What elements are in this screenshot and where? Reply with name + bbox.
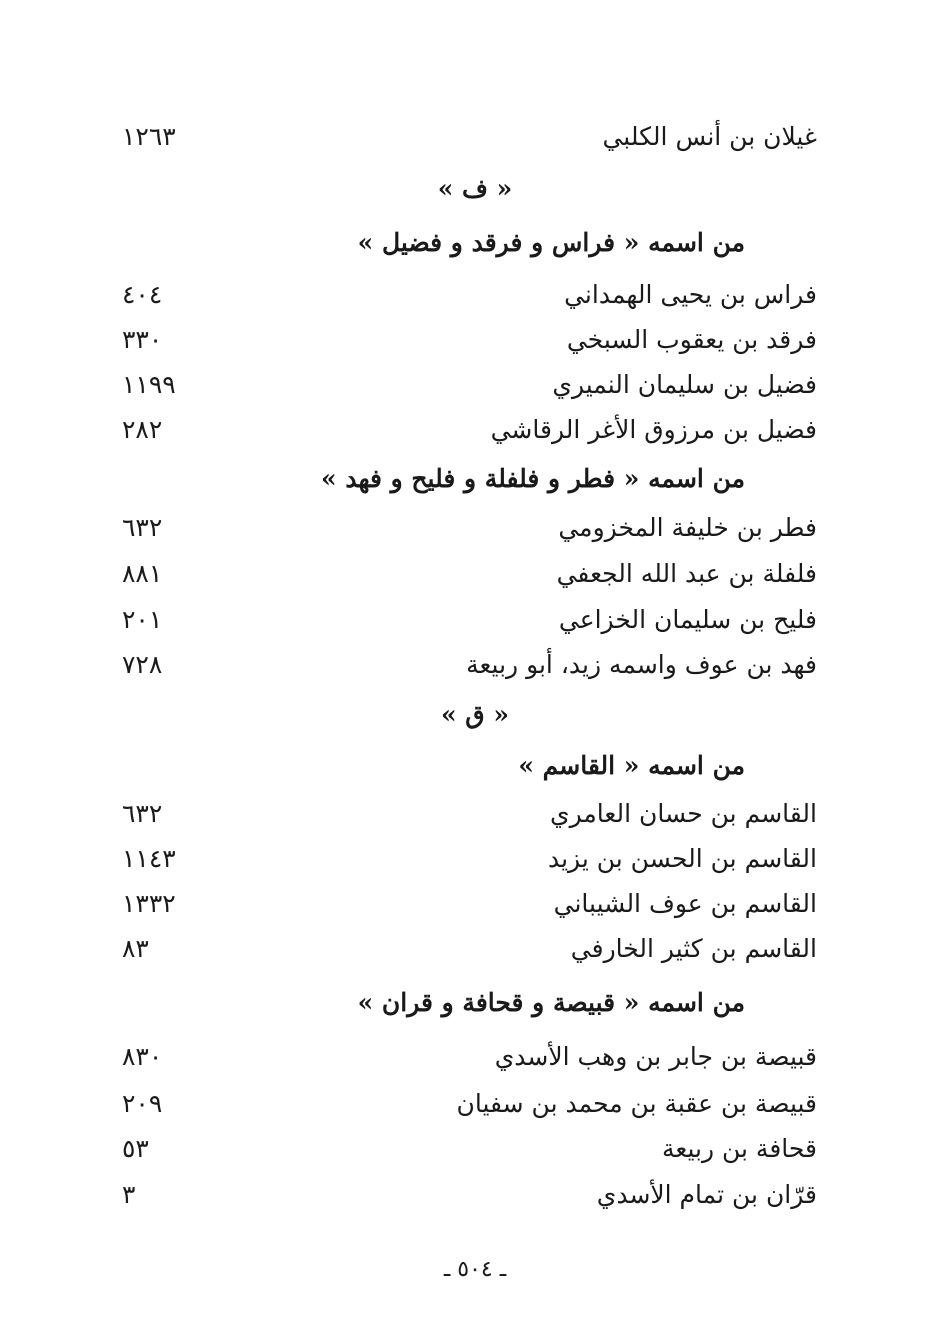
entry-number: ٥٣ — [122, 1134, 149, 1163]
page-number: ـ ٥٠٤ ـ — [443, 1257, 507, 1282]
index-entry — [0, 114, 950, 160]
index-entry — [0, 642, 950, 688]
entry-name: غيلان بن أنس الكلبي — [602, 122, 817, 151]
entry-name: القاسم بن حسان العامري — [550, 799, 817, 828]
entry-number: ٨٣ — [122, 934, 149, 963]
entry-name: قبيصة بن عقبة بن محمد بن سفيان — [456, 1089, 817, 1118]
entry-name: القاسم بن كثير الخارفي — [570, 934, 817, 963]
entry-name: فهد بن عوف واسمه زيد، أبو ربيعة — [466, 650, 817, 679]
entry-name: القاسم بن الحسن بن يزيد — [547, 844, 817, 873]
entry-name: قرّان بن تمام الأسدي — [596, 1180, 817, 1209]
entry-number: ٣٣٠ — [122, 325, 163, 354]
entry-number: ٢٨٢ — [122, 415, 163, 444]
index-entry — [0, 1081, 950, 1127]
section-heading: من اسمه « فطر و فلفلة و فليح و فهد » — [321, 464, 745, 493]
entry-name: فطر بن خليفة المخزومي — [558, 513, 817, 542]
entry-number: ١٣٣٢ — [122, 889, 176, 918]
index-entry — [0, 272, 950, 318]
index-entry — [0, 926, 950, 972]
entry-number: ٨٣٠ — [122, 1042, 163, 1071]
index-entry — [0, 1126, 950, 1172]
entry-name: قحافة بن ربيعة — [662, 1134, 817, 1163]
section-heading: من اسمه « فراس و فرقد و فضيل » — [357, 228, 745, 257]
entry-number: ٧٢٨ — [122, 650, 163, 679]
entry-name: فلفلة بن عبد الله الجعفي — [556, 559, 817, 588]
entry-number: ٦٣٢ — [122, 799, 163, 828]
entry-number: ٤٠٤ — [122, 280, 163, 309]
entry-name: فضيل بن سليمان النميري — [552, 370, 817, 399]
entry-number: ٢٠٩ — [122, 1089, 163, 1118]
index-entry — [0, 317, 950, 363]
entry-name: القاسم بن عوف الشيباني — [553, 889, 817, 918]
entry-name: فليح بن سليمان الخزاعي — [558, 605, 817, 634]
index-entry — [0, 407, 950, 453]
index-entry — [0, 1034, 950, 1080]
index-entry — [0, 505, 950, 551]
section-heading: من اسمه « القاسم » — [518, 751, 745, 780]
letter-heading-qaf: « ق » — [440, 700, 510, 729]
entry-number: ٣ — [122, 1180, 136, 1209]
entry-number: ٢٠١ — [122, 605, 163, 634]
index-entry — [0, 791, 950, 837]
index-entry — [0, 881, 950, 927]
entry-number: ٦٣٢ — [122, 513, 163, 542]
entry-name: فضيل بن مرزوق الأغر الرقاشي — [490, 415, 817, 444]
index-entry — [0, 1172, 950, 1218]
index-entry — [0, 551, 950, 597]
entry-name: فراس بن يحيى الهمداني — [564, 280, 817, 309]
entry-number: ١٢٦٣ — [122, 122, 176, 151]
entry-number: ١١٤٣ — [122, 844, 176, 873]
entry-name: قبيصة بن جابر بن وهب الأسدي — [494, 1042, 817, 1071]
entry-number: ١١٩٩ — [122, 370, 176, 399]
index-entry — [0, 597, 950, 643]
index-entry — [0, 362, 950, 408]
letter-heading-fa: « ف » — [437, 174, 513, 203]
entry-name: فرقد بن يعقوب السبخي — [566, 325, 817, 354]
section-heading: من اسمه « قبيصة و قحافة و قران » — [357, 988, 745, 1017]
entry-number: ٨٨١ — [122, 559, 163, 588]
index-entry — [0, 836, 950, 882]
